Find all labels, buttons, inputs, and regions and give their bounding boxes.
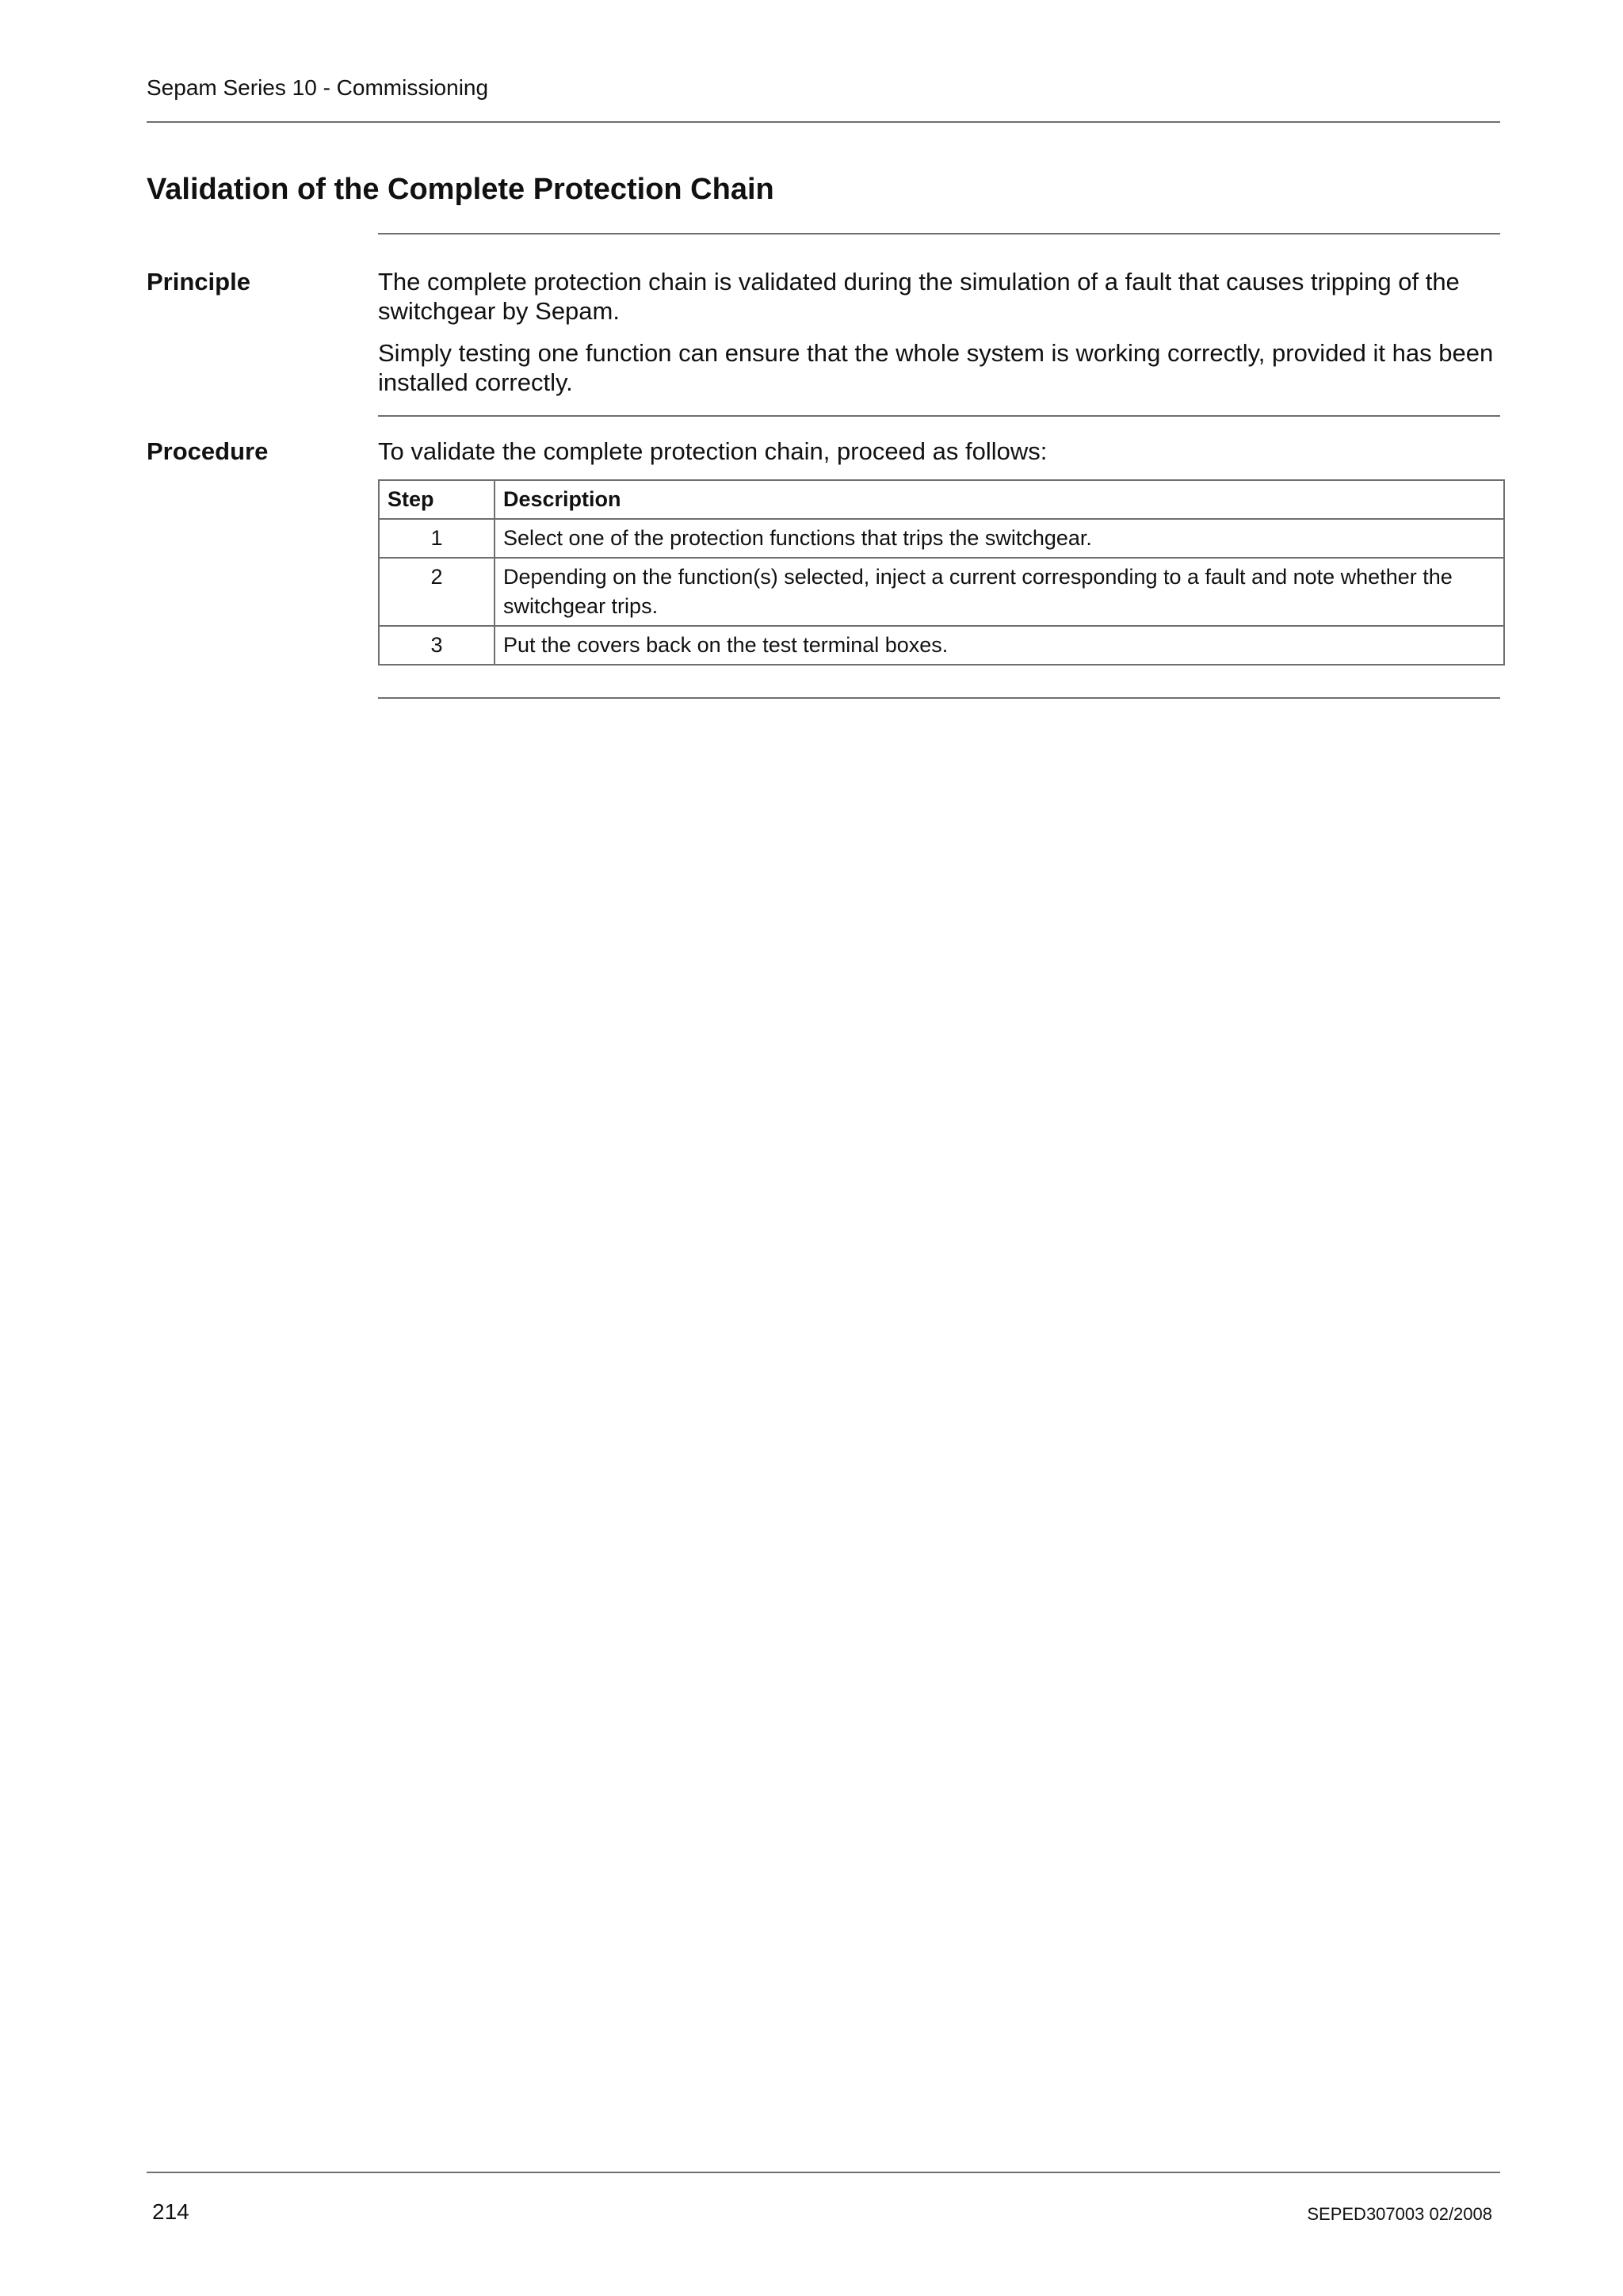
table-row xyxy=(379,626,1504,665)
principle-paragraph: Simply testing one function can ensure that the whole system is working correctly, provided it has been installed correctly. xyxy=(378,339,1494,396)
principle-label: Principle xyxy=(147,268,250,296)
step-description: Put the covers back on the test terminal boxes. xyxy=(495,626,1504,665)
table-header-row xyxy=(379,480,1504,519)
procedure-intro: To validate the complete protection chain, proceed as follows: xyxy=(378,437,1048,465)
title-divider xyxy=(378,233,1500,235)
step-number: 2 xyxy=(379,558,495,626)
procedure-table xyxy=(378,479,1505,666)
document-reference: SEPED307003 02/2008 xyxy=(1307,2204,1492,2224)
section-divider xyxy=(378,415,1500,417)
table-row xyxy=(379,558,1504,626)
procedure-label: Procedure xyxy=(147,437,269,465)
footer-divider xyxy=(147,2172,1500,2173)
header-divider xyxy=(147,121,1500,123)
step-description: Depending on the function(s) selected, inject a current corresponding to a fault and note whether the switchgear trips. xyxy=(495,558,1504,626)
page-title: Validation of the Complete Protection Chain xyxy=(147,173,774,206)
table-row xyxy=(379,519,1504,558)
step-number: 1 xyxy=(379,519,495,558)
step-number: 3 xyxy=(379,626,495,665)
section-end-divider xyxy=(378,697,1500,699)
description-column-header: Description xyxy=(495,480,1504,519)
step-description: Select one of the protection functions that trips the switchgear. xyxy=(495,519,1504,558)
step-column-header: Step xyxy=(379,480,495,519)
principle-paragraph: The complete protection chain is validated during the simulation of a fault that causes tripping of the switchgear by Sepam. xyxy=(378,268,1460,325)
page-number: 214 xyxy=(152,2199,189,2224)
running-header: Sepam Series 10 - Commissioning xyxy=(147,75,489,100)
